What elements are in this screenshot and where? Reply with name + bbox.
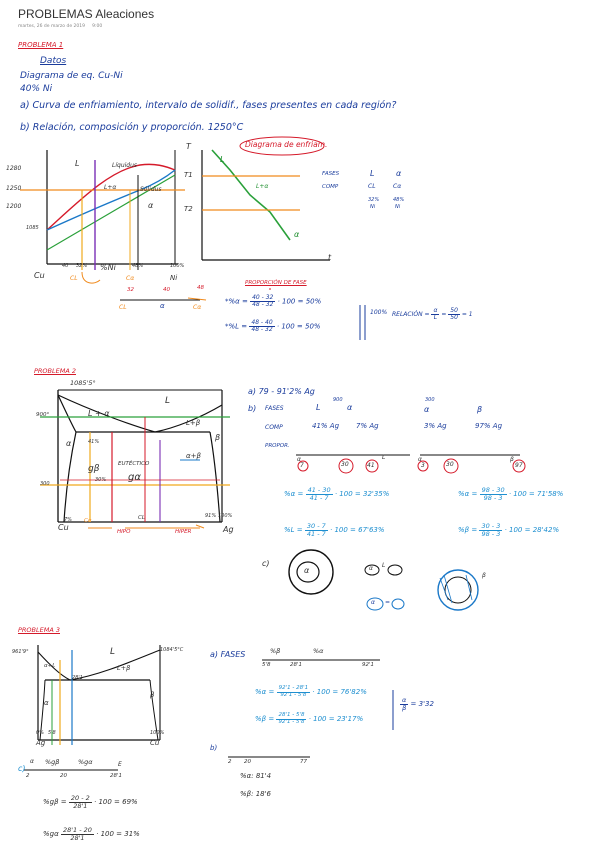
p1-x-ni: Ni [170, 274, 178, 282]
p2-question-b: b) [248, 404, 257, 413]
p2-comp-label: COMP [265, 424, 283, 431]
p1-x-32: 32% [76, 263, 88, 269]
p2-phase-diagram [40, 390, 233, 528]
p2-label-ga: gα [128, 472, 141, 483]
p3-a-fases: a) FASES [210, 650, 246, 659]
p3-x-cu: Cu [150, 739, 160, 747]
p1-lever-48: 48 [197, 285, 204, 291]
p1-comp-cl: CL [368, 183, 376, 190]
p2-levers [296, 455, 525, 473]
p2-fases-alpha2: α [424, 405, 430, 414]
p1-lever-40: 40 [163, 287, 170, 293]
p1-y-1200: 1200 [6, 203, 22, 210]
p2-lev2-3: 3 [421, 462, 425, 469]
p2-hipo: HIPO [117, 529, 131, 535]
p1-question-b: b) Relación, composición y proporción. 1250°C [20, 122, 244, 133]
p3-formula-beta: %β = $\frac{28'1 - 5'8}{92'1 - 5'8}$ · 100 = 23'17% [255, 712, 364, 725]
p2-hiper: HIPER [175, 529, 192, 535]
p3-b-n2: 20 [244, 759, 251, 765]
p1-prop-L: *%L = $\frac{48 - 40}{48 - 32}$ · 100 = 50% [225, 319, 321, 333]
p1-comp-v1: 32% [368, 197, 380, 203]
p2-formula-3: %L = $\frac{30 - 7}{41 - 7}$ · 100 = 67'63% [284, 522, 385, 538]
p1-lever-32: 32 [127, 287, 134, 293]
p3-b-n3: 77 [300, 759, 307, 765]
p2-x-cl: CL [138, 515, 145, 521]
p2-formula-1: %α = $\frac{41 - 30}{41 - 7}$ · 100 = 32'35% [284, 486, 390, 502]
p3-c-label: c) [18, 764, 26, 773]
p2-heading: PROBLEMA 2 [34, 367, 76, 375]
p3-c-n20: 20 [60, 773, 67, 779]
p3-a-palpha: %α [313, 647, 324, 655]
p2-p7: 7% [64, 517, 72, 523]
p1-comp: 40% Ni [20, 84, 53, 94]
p3-a-n3: 92'1 [362, 662, 375, 668]
p1-y-1280: 1280 [6, 165, 22, 172]
p1-x-48: 48% [132, 263, 144, 269]
p1-curve-T2: T2 [184, 205, 193, 213]
p1-prop-alpha: *%α = $\frac{40 - 32}{48 - 32}$ · 100 = 50% [225, 294, 322, 308]
p3-a-pbeta: %β [270, 647, 281, 655]
page-title: PROBLEMAS Aleaciones [18, 7, 155, 21]
p1-curve-L: L [220, 155, 225, 164]
p1-total: 100% [370, 309, 388, 316]
p2-t900: 900° [36, 412, 50, 418]
p1-label-cl: CL [70, 275, 78, 282]
p2-c-beta: β [482, 572, 486, 579]
p2-microstructures [289, 550, 478, 610]
p3-formula-ga: %gα $\frac{28'1 - 20}{28'1}$ · 100 = 31% [43, 826, 140, 842]
p2-p91: 91% [205, 513, 217, 519]
p1-label-solidus: Sólidus [140, 186, 162, 193]
p2-label-L: L [165, 396, 171, 406]
p1-label-Lalpha: L+α [104, 184, 117, 191]
p1-comp-v2b: Ni [395, 204, 401, 210]
p3-label-L: L [110, 647, 116, 657]
p1-curve-alpha: α [294, 230, 300, 239]
p2-c-L: L [382, 562, 386, 569]
p3-a-n1: 5'8 [262, 662, 271, 668]
p2-label-aplusb: α+β [186, 452, 201, 460]
p1-lever-alpha: α [160, 302, 165, 310]
page-date: martes, 26 de marzo de 2019 9:00 [18, 24, 103, 29]
p3-c-ga: %gα [78, 758, 93, 766]
p3-c-n28: 28'1 [110, 773, 123, 779]
p1-label-L: L [75, 159, 80, 168]
p3-label-Lbeta: L+β [117, 664, 131, 672]
p3-t1084: 1084'5°C [160, 647, 184, 653]
p2-lev2-97: 97 [515, 462, 523, 469]
p2-x-100: 100% [218, 513, 233, 519]
p2-fases-beta: β [477, 405, 483, 414]
p1-fases-L: L [370, 169, 375, 178]
p2-lev2-30: 30 [446, 461, 454, 468]
p2-comp-v4: 97% Ag [475, 422, 503, 430]
p2-formula-2: %α = $\frac{98 - 30}{98 - 3}$ · 100 = 71'58% [458, 486, 564, 502]
p2-x-calpha: Cα [84, 518, 92, 524]
p1-x-100: 100% [170, 263, 185, 269]
p3-b-n1: 2 [228, 759, 232, 765]
p2-label-Lalpha: L + α [88, 409, 110, 418]
p3-c-gb: %gβ [45, 758, 60, 766]
p2-c-alpha3: α [371, 599, 375, 606]
p1-label-calpha: Cα [126, 275, 135, 282]
p2-c-eq: = [385, 599, 391, 606]
p2-fases-alpha1: α [347, 403, 353, 412]
p1-heading: PROBLEMA 1 [18, 41, 64, 49]
p1-fases-label: FASES [322, 171, 340, 177]
p3-formula-alpha: %α = $\frac{92'1 - 28'1}{92'1 - 5'8}$ · 100 = 76'82% [255, 685, 367, 698]
p3-c-E: E [118, 761, 122, 768]
p2-lev1-41: 41 [367, 462, 375, 469]
p2-temp: 1085'5° [70, 379, 96, 387]
p1-curve-T1: T1 [184, 171, 193, 179]
p1-question-a: a) Curva de enfriamiento, intervalo de solidif., fases presentes en cada región? [20, 100, 397, 111]
p2-p30: 30% [95, 477, 107, 483]
p1-comp-v2: 48% [393, 197, 405, 203]
p2-c-alpha2: α [369, 565, 373, 572]
p1-x-cu: Cu [34, 271, 45, 280]
p3-c-alpha: α [30, 758, 34, 765]
p1-label-alpha: α [148, 201, 154, 210]
p3-heading: PROBLEMA 3 [18, 626, 60, 634]
p2-lev1-alpha: α [297, 456, 301, 463]
p2-fases-L: L [316, 403, 321, 412]
p2-label-gb: gβ [88, 464, 100, 474]
p1-comp-label: COMP [322, 184, 339, 190]
p2-p41: 41% [88, 439, 100, 445]
p2-lev2-beta: β [510, 456, 514, 463]
p2-fases-300: 300 [425, 397, 435, 403]
p1-curve-title: Diagrama de enfriam. [245, 140, 328, 149]
p2-fases-label: FASES [265, 405, 284, 412]
p2-lev1-30: 30 [341, 461, 349, 468]
p3-label-beta: β [150, 691, 155, 699]
p3-formula-gb: %gβ = $\frac{20 - 2}{28'1}$ · 100 = 69% [43, 794, 138, 810]
p2-eutectico: EUTÉCTICO [118, 461, 150, 467]
p3-label-Lalpha: α+L [44, 663, 56, 669]
p2-question-a: a) 79 - 91'2% Ag [248, 387, 315, 396]
p2-comp-v1: 41% Ag [312, 422, 340, 430]
p2-lev2-alpha: α [418, 456, 422, 463]
p2-c-alpha: α [304, 566, 310, 575]
p3-phase-diagram [38, 645, 160, 745]
p2-lev1-7: 7 [300, 462, 304, 469]
p1-prop-title: PROPORCIÓN DE FASE [245, 280, 307, 286]
p2-lev1-L: L [382, 454, 386, 461]
p1-lever-calpha: Cα [193, 304, 202, 311]
p3-t961: 961'9° [12, 649, 29, 655]
p1-y-1085: 1085 [26, 225, 39, 231]
p2-label-beta: β [215, 433, 221, 442]
p2-label-alpha: α [66, 439, 72, 448]
p3-c-n2: 2 [26, 773, 30, 779]
p1-curve-Lalpha: L+α [256, 183, 269, 190]
p3-ratio: $\frac{\alpha}{\beta}$ = 3'32 [402, 696, 434, 712]
p3-b-label: b) [210, 744, 218, 752]
p2-c-label: c) [262, 559, 270, 568]
p3-p28: 28'1 [72, 675, 83, 681]
p1-x-axis: %Ni [100, 263, 116, 272]
p1-comp-v1b: Ni [370, 204, 376, 210]
p2-t300: 300 [40, 481, 50, 487]
p1-y-1250: 1250 [6, 185, 22, 192]
p3-b-res1: %α: 81'4 [240, 772, 272, 780]
p2-x-cu: Cu [58, 523, 69, 532]
p1-x-40: 40 [62, 263, 69, 269]
p2-comp-v2: 7% Ag [356, 422, 379, 430]
p3-b-res2: %β: 18'6 [240, 790, 271, 798]
p3-x-5: 5'8 [48, 730, 56, 736]
p2-formula-4: %β = $\frac{30 - 3}{98 - 3}$ · 100 = 28'42% [458, 522, 560, 538]
p1-label-liquidus: Líquidus [112, 162, 138, 169]
p2-fases-900: 900 [333, 397, 343, 403]
p3-label-alpha: α [44, 699, 49, 707]
p2-comp-v3: 3% Ag [424, 422, 447, 430]
p3-x-ag: Ag [36, 739, 46, 747]
p1-curve-T: T [186, 142, 191, 151]
p1-diagrama: Diagrama de eq. Cu-Ni [20, 71, 123, 81]
p1-relacion: RELACIÓN = $\frac{\alpha}{L}$ = $\frac{50}{50}$ = 1 [392, 307, 473, 321]
p2-x-ag: Ag [223, 525, 234, 534]
p1-datos: Datos [40, 56, 67, 66]
p2-propor: PROPOR. [265, 443, 290, 449]
p1-curve-t: t [328, 253, 332, 262]
p3-x-0: 0% [36, 730, 44, 736]
p3-a-n2: 28'1 [290, 662, 303, 668]
p1-comp-calpha: Cα [393, 183, 402, 190]
p3-x-100: 100% [150, 730, 165, 736]
p1-fases-alpha: α [396, 169, 402, 178]
p2-label-Lbeta: L+β [186, 419, 201, 427]
p1-lever-cl: CL [119, 304, 127, 311]
